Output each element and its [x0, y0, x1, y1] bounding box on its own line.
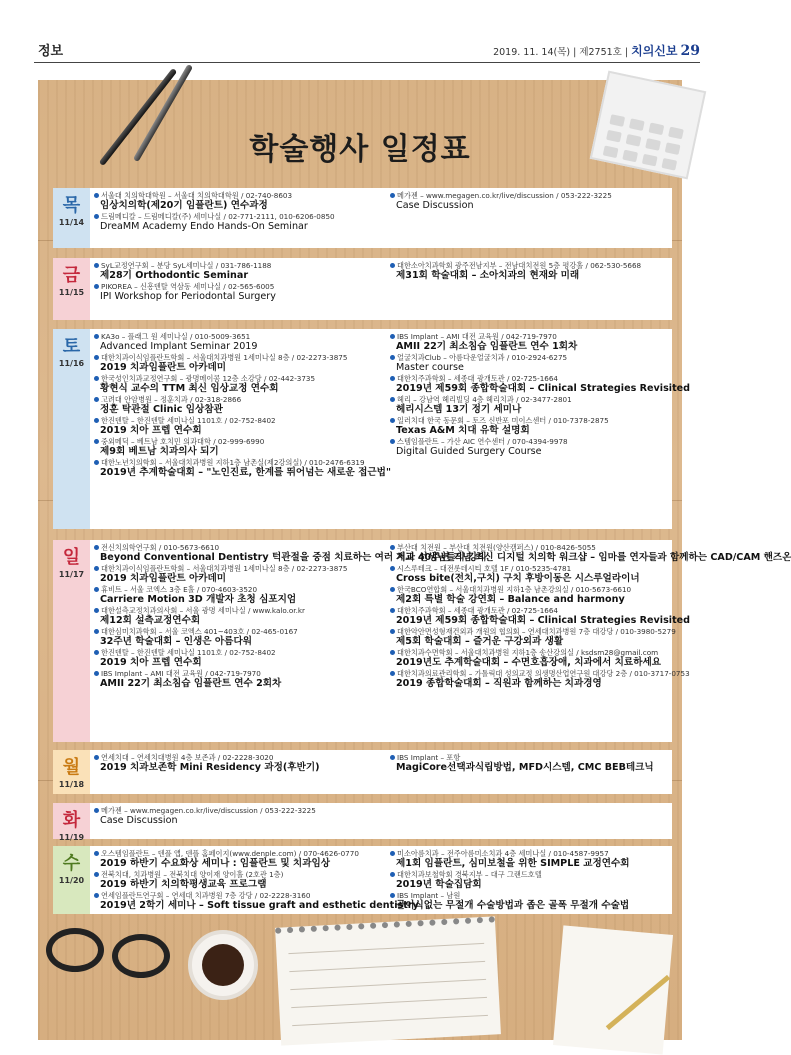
- bullet-icon: [390, 355, 395, 360]
- schedule-entry: [390, 332, 670, 353]
- entry-organizer: [94, 395, 384, 404]
- schedule-entry: [94, 458, 391, 479]
- bullet-icon: [94, 263, 99, 268]
- bullet-icon: [94, 460, 99, 465]
- organizer-text: 한국성인치과교정연구회 – 광명메이콤 12층 소강당 / 02-442-3735: [101, 374, 316, 383]
- organizer-text: 스템임플란트 – 가산 AIC 연수센터 / 070-4394-9978: [397, 437, 568, 446]
- entry-event-title: 2019 종합학술대회 – 직원과 함께하는 치과경영: [396, 678, 602, 689]
- bullet-icon: [390, 418, 395, 423]
- bullet-icon: [94, 355, 99, 360]
- entry-organizer: [390, 564, 670, 573]
- day-label-box: [53, 846, 90, 914]
- day-row: [53, 750, 672, 794]
- entry-event-title: 2019년 제59회 종합학술대회 – Clinical Strategies Revisited: [396, 383, 691, 394]
- entry-event-title: 개교 40주년 기념 최신 디지털 치의학 워크샵 – 임마를 연자들과 함께하는 CAD/CAM 핸즈온: [396, 552, 791, 563]
- bullet-icon: [390, 650, 395, 655]
- organizer-text: 고려대 안암병원 – 정훈치과 / 02-318-2866: [101, 395, 242, 404]
- bullet-icon: [94, 545, 99, 550]
- organizer-text: 대한소아치과학회 광주전남지부 – 전남대치전원 5층 평강홀 / 062-530-5668: [397, 261, 642, 270]
- entry-event-title: AMII 22기 최소침습 임플란트 연수 1회차: [396, 341, 578, 352]
- day-row: [53, 258, 672, 320]
- entry-organizer: [94, 332, 384, 341]
- schedule-entry: [94, 606, 384, 627]
- issue-info: [493, 42, 700, 59]
- organizer-text: 미소아름치과 – 전주아름미소치과 4층 세미나실 / 010-4587-9957: [397, 849, 609, 858]
- bullet-icon: [94, 872, 99, 877]
- entry-event-title: Cross bite(전치,구치) 구치 후방이동은 시스루얼라이너: [396, 573, 640, 584]
- organizer-text: 연세치대 – 연세치대병원 4층 보존과 / 02-2228-3020: [101, 753, 274, 762]
- bullet-icon: [94, 566, 99, 571]
- organizer-text: 대한치과보철학회 경북지부 – 대구 그랜드호텔: [397, 870, 542, 879]
- entry-organizer: [390, 891, 670, 900]
- entry-organizer: [94, 870, 384, 879]
- schedule-entry: [94, 627, 384, 648]
- entry-organizer: [94, 416, 384, 425]
- left-column: [94, 849, 419, 912]
- entry-event-title: Digital Guided Surgery Course: [396, 446, 542, 457]
- entry-event-title: AMII 22기 최소침습 임플란트 연수 2회차: [100, 678, 282, 689]
- entry-event-title: Texas A&M 치대 유학 설명회: [396, 425, 530, 436]
- weekday-label: 월: [62, 757, 81, 778]
- bullet-icon: [94, 755, 99, 760]
- bullet-icon: [390, 671, 395, 676]
- entry-event-title: 제28기 Orthodontic Seminar: [100, 270, 249, 281]
- organizer-text: IBS Implant – AMI 대전 교육원 / 042-719-7970: [101, 669, 261, 678]
- entry-organizer: [94, 191, 384, 200]
- entry-event-title: 제2회 특별 학술 강연회 – Balance and harmony: [396, 594, 625, 605]
- entry-organizer: [94, 806, 384, 815]
- schedule-entry: [94, 353, 384, 374]
- entry-organizer: [390, 606, 670, 615]
- entry-event-title: Beyond Conventional Dentistry 턱관절을 중점 치료하는 여러 치과 선생님들의 강의: [100, 552, 487, 563]
- entry-organizer: [94, 282, 384, 291]
- day-row: [53, 329, 691, 529]
- entry-event-title: 2019년도 추계학술대회 – 수면호흡장애, 치과에서 치료하세요: [396, 657, 661, 668]
- schedule-entry: [390, 374, 691, 395]
- right-column: [390, 849, 670, 912]
- organizer-text: PIKOREA – 신흥덴탈 역삼동 세미나실 / 02-565-6005: [101, 282, 275, 291]
- entry-event-title: 32주년 학술대회 – 인생은 아름다워: [100, 636, 252, 647]
- entry-event-title: 제9회 베트남 치과의사 되기: [100, 446, 219, 457]
- schedule-entry: [94, 212, 384, 233]
- schedule-entry: [390, 669, 690, 690]
- organizer-text: 한진덴탈 – 한진덴탈 세미나실 1101호 / 02-752-8402: [101, 648, 276, 657]
- day-label-box: [53, 540, 90, 742]
- organizer-text: 메가젠 – www.megagen.co.kr/live/discussion / 053-222-3225: [397, 191, 612, 200]
- weekday-label: 목: [62, 195, 81, 216]
- organizer-text: 대한악안면성형재건외과 개원의 협의회 – 연세대치과병원 7층 대강당 / 010-3980-5279: [397, 627, 676, 636]
- entry-event-title: 황현식 교수의 TTM 최신 임상교정 연수회: [100, 383, 279, 394]
- entry-event-title: IPI Workshop for Periodontal Surgery: [100, 291, 276, 302]
- entry-organizer: [390, 627, 676, 636]
- left-column: [94, 753, 384, 774]
- entry-organizer: [390, 332, 670, 341]
- schedule-entry: [390, 753, 670, 774]
- entry-event-title: 2019 치과보존학 Mini Residency 과정(후반기): [100, 762, 320, 773]
- entry-organizer: [390, 261, 670, 270]
- entry-organizer: [390, 437, 670, 446]
- organizer-text: 한진덴탈 – 한진덴탈 세미나실 1101호 / 02-752-8402: [101, 416, 276, 425]
- schedule-entry: [390, 849, 670, 870]
- schedule-entry: [390, 191, 670, 212]
- bullet-icon: [94, 418, 99, 423]
- schedule-entry: [390, 353, 670, 374]
- entry-organizer: [390, 395, 670, 404]
- left-column: [94, 261, 384, 303]
- schedule-entry: [94, 332, 384, 353]
- organizer-text: 대한치과이식임플란트학회 – 서울대치과병원 1세미나실 8층 / 02-2273-3875: [101, 564, 348, 573]
- right-column: [390, 543, 791, 690]
- organizer-text: 한국BCO연합회 – 서울대치과병원 지하1층 남촌강의실 / 010-5673-6610: [397, 585, 632, 594]
- schedule-entry: [94, 564, 384, 585]
- entry-event-title: 임상치의학(제20기 임플란트) 연수과정: [100, 200, 268, 211]
- entry-event-title: Advanced Implant Seminar 2019: [100, 341, 258, 352]
- entry-organizer: [94, 437, 384, 446]
- bullet-icon: [94, 650, 99, 655]
- entry-organizer: [94, 374, 384, 383]
- entry-organizer: [390, 374, 670, 383]
- entry-organizer: [94, 849, 384, 858]
- organizer-text: IBS Implant – 남원: [397, 891, 461, 900]
- schedule-entry: [94, 891, 419, 912]
- right-column: [390, 753, 670, 774]
- entry-event-title: 2019 치아 프렙 연수회: [100, 657, 202, 668]
- bullet-icon: [94, 671, 99, 676]
- organizer-text: 일러치대 한국 동문회 – 토즈 신반포 미이스센터 / 010-7378-2875: [397, 416, 609, 425]
- day-label-box: [53, 750, 90, 794]
- eyeglasses-image: [46, 918, 176, 998]
- entry-event-title: 정훈 탁관절 Clinic 임상참관: [100, 404, 223, 415]
- schedule-entry: [94, 416, 384, 437]
- issue-date: 2019. 11. 14(목) | 제2751호 |: [493, 47, 629, 58]
- bullet-icon: [390, 193, 395, 198]
- section-name: 정보: [38, 44, 64, 59]
- schedule-entry: [94, 806, 384, 827]
- entry-event-title: 2019년 2학기 세미나 – Soft tissue graft and esthetic dentistry: [100, 900, 419, 911]
- schedule-entry: [390, 870, 670, 891]
- entry-organizer: [94, 261, 384, 270]
- bullet-icon: [390, 334, 395, 339]
- entry-event-title: 헤리시스템 13기 정기 세미나: [396, 404, 522, 415]
- page-header: [0, 0, 720, 60]
- bullet-icon: [390, 397, 395, 402]
- schedule-entry: [94, 395, 384, 416]
- entry-event-title: 2019년 학술집담회: [396, 879, 482, 890]
- right-column: [390, 332, 691, 458]
- organizer-text: 대한치과이식임플란트학회 – 서울대치과병원 1세미나실 8층 / 02-2273-3875: [101, 353, 348, 362]
- schedule-entry: [94, 669, 384, 690]
- bullet-icon: [390, 263, 395, 268]
- organizer-text: 대한노년치의학회 – 서울대치과병원 지하1층 남촌실(제2강의실) / 010-2476-6319: [101, 458, 365, 467]
- entry-event-title: 2019 치아 프렙 연수회: [100, 425, 202, 436]
- bullet-icon: [390, 608, 395, 613]
- entry-organizer: [94, 353, 384, 362]
- bullet-icon: [94, 334, 99, 339]
- bullet-icon: [390, 439, 395, 444]
- entry-organizer: [94, 669, 384, 678]
- organizer-text: 대한설측교정치과의사회 – 서울 광명 세미나실 / www.kalo.or.kr: [101, 606, 305, 615]
- date-label: 11/17: [58, 570, 85, 579]
- entry-organizer: [390, 353, 670, 362]
- bullet-icon: [94, 376, 99, 381]
- entry-organizer: [390, 669, 690, 678]
- organizer-text: 대한치주과학회 – 세종대 광개토관 / 02-725-1664: [397, 374, 558, 383]
- entry-organizer: [390, 849, 670, 858]
- schedule-entry: [94, 849, 384, 870]
- coffee-cup-image: [188, 930, 258, 1000]
- entry-organizer: [390, 585, 670, 594]
- organizer-text: 오스템임플란트 – 덴플 앱, 덴플 홈페이지(www.denple.com) / 070-4626-0770: [101, 849, 359, 858]
- entry-event-title: 제1회 임플란트, 심미보철을 위한 SIMPLE 교정연수회: [396, 858, 630, 869]
- entry-event-title: 골이식없는 무절개 수술방법과 좁은 골폭 무절개 수술법: [396, 900, 630, 911]
- day-label-box: [53, 329, 90, 529]
- bullet-icon: [390, 872, 395, 877]
- left-column: [94, 191, 384, 233]
- entry-event-title: 제31회 학술대회 – 소아치과의 현재와 미래: [396, 270, 580, 281]
- schedule-entry: [390, 648, 670, 669]
- bullet-icon: [94, 587, 99, 592]
- right-column: [390, 261, 670, 282]
- entry-organizer: [94, 627, 384, 636]
- bullet-icon: [94, 284, 99, 289]
- organizer-text: SyL교정연구회 – 분당 SyL세미나실 / 031-786-1188: [101, 261, 272, 270]
- organizer-text: 헤리 – 강남역 헤리빌딩 4층 헤리치과 / 02-3477-2801: [397, 395, 572, 404]
- left-column: [94, 332, 391, 479]
- bullet-icon: [390, 587, 395, 592]
- day-row: [53, 540, 791, 742]
- bullet-icon: [94, 893, 99, 898]
- bullet-icon: [390, 376, 395, 381]
- organizer-text: 휴비트 – 서울 코엑스 3층 E홀 / 070-4603-3520: [101, 585, 258, 594]
- entry-event-title: 2019 하반기 치의학평생교육 프로그램: [100, 879, 267, 890]
- schedule-entry: [390, 395, 670, 416]
- entry-organizer: [390, 191, 670, 200]
- day-label-box: [53, 258, 90, 320]
- weekday-label: 일: [62, 547, 81, 568]
- entry-event-title: 제5회 학술대회 – 즐거운 구강외과 생활: [396, 636, 564, 647]
- date-label: 11/15: [58, 288, 85, 297]
- entry-event-title: 제12회 설측교정연수회: [100, 615, 201, 626]
- entry-organizer: [94, 753, 384, 762]
- bullet-icon: [390, 755, 395, 760]
- date-label: 11/19: [58, 833, 85, 842]
- entry-organizer: [390, 416, 670, 425]
- schedule-entry: [94, 261, 384, 282]
- entry-event-title: Carriere Motion 3D 개발자 초청 심포지엄: [100, 594, 297, 605]
- weekday-label: 화: [62, 810, 81, 831]
- bullet-icon: [390, 851, 395, 856]
- bullet-icon: [94, 214, 99, 219]
- bullet-icon: [390, 566, 395, 571]
- day-label-box: [53, 803, 90, 842]
- weekday-label: 토: [62, 336, 81, 357]
- organizer-text: 대한치주과학회 – 세종대 광개토관 / 02-725-1664: [397, 606, 558, 615]
- organizer-text: 대한치과의료관리학회 – 가톨릭대 성의교정 의생명산업연구원 대강당 2층 / 010-3717-0753: [397, 669, 690, 678]
- entry-organizer: [390, 753, 670, 762]
- schedule-entry: [94, 543, 487, 564]
- entry-event-title: Case Discussion: [100, 815, 178, 826]
- entry-event-title: DreaMM Academy Endo Hands-On Seminar: [100, 221, 308, 232]
- header-rule: [34, 62, 700, 63]
- entry-organizer: [94, 648, 384, 657]
- bullet-icon: [94, 808, 99, 813]
- schedule-entry: [94, 648, 384, 669]
- bullet-icon: [94, 397, 99, 402]
- entry-event-title: MagiCore선택과식립방법, MFD시스템, CMC BEB테크닉: [396, 762, 654, 773]
- wood-board-background: [38, 80, 791, 1040]
- organizer-text: IBS Implant – 포항: [397, 753, 461, 762]
- day-label-box: [53, 188, 90, 248]
- page-number: 29: [680, 43, 700, 59]
- day-row: [53, 803, 672, 842]
- schedule-entry: [94, 191, 384, 212]
- date-label: 11/16: [58, 359, 85, 368]
- schedule-entry: [390, 261, 670, 282]
- organizer-text: 대한심미치과학회 – 서울 코엑스 401~403호 / 02-465-0167: [101, 627, 298, 636]
- entry-organizer: [94, 458, 384, 467]
- page-title: 학술행사 일정표: [249, 132, 471, 167]
- organizer-text: 얼굴치과Club – 아름다운얼굴치과 / 010-2924-6275: [397, 353, 568, 362]
- organizer-text: 대한치과수면학회 – 서울대치과병원 지하1층 송산강의실 / ksdsm28@gmail.com: [397, 648, 659, 657]
- organizer-text: 메가젠 – www.megagen.co.kr/live/discussion / 053-222-3225: [101, 806, 316, 815]
- bullet-icon: [94, 629, 99, 634]
- organizer-text: 드림메디칼 – 드림메디칼(주) 세미나실 / 02-771-2111, 010-6206-0850: [101, 212, 335, 221]
- entry-event-title: 2019년 제59회 종합학술대회 – Clinical Strategies Revisited: [396, 615, 691, 626]
- organizer-text: 부산대 치전원 – 부산대 치전원(양산캠퍼스) / 010-8426-5055: [397, 543, 596, 552]
- schedule-entry: [390, 543, 791, 564]
- entry-organizer: [390, 648, 670, 657]
- organizer-text: 시스루테크 – 대전롯데시티 호텔 1F / 010-5235-4781: [397, 564, 572, 573]
- organizer-text: IBS Implant – AMI 대전 교육원 / 042-719-7970: [397, 332, 557, 341]
- schedule-entry: [94, 282, 384, 303]
- schedule-entry: [390, 627, 676, 648]
- entry-event-title: 2019 치과임플란트 아카데미: [100, 362, 227, 373]
- date-label: 11/14: [58, 218, 85, 227]
- schedule-entry: [390, 606, 691, 627]
- schedule-entry: [390, 585, 670, 606]
- right-column: [390, 191, 670, 212]
- entry-organizer: [94, 891, 384, 900]
- notepad-image: [275, 916, 501, 1045]
- entry-organizer: [390, 870, 670, 879]
- entry-organizer: [94, 585, 384, 594]
- date-label: 11/20: [58, 876, 85, 885]
- schedule-entry: [94, 437, 384, 458]
- date-label: 11/18: [58, 780, 85, 789]
- bullet-icon: [94, 193, 99, 198]
- left-column: [94, 806, 384, 827]
- weekday-label: 수: [62, 853, 81, 874]
- entry-organizer: [94, 212, 384, 221]
- organizer-text: KA3o – 플래그 원 세미나실 / 010-5009-3651: [101, 332, 251, 341]
- schedule-entry: [390, 564, 670, 585]
- bullet-icon: [94, 851, 99, 856]
- paper-name: 치의신보: [631, 44, 678, 58]
- bullet-icon: [390, 629, 395, 634]
- schedule-entry: [390, 416, 670, 437]
- entry-organizer: [94, 564, 384, 573]
- bullet-icon: [94, 608, 99, 613]
- organizer-text: 서울대 치의학대학원 – 서울대 치의학대학원 / 02-740-8603: [101, 191, 293, 200]
- entry-organizer: [390, 543, 670, 552]
- organizer-text: 전북치대, 치과병원 – 전북치대 양이재 양이홀 (2호관 1층): [101, 870, 284, 879]
- schedule-entry: [94, 753, 384, 774]
- bullet-icon: [94, 439, 99, 444]
- day-row: [53, 188, 672, 248]
- entry-event-title: Master course: [396, 362, 464, 373]
- schedule-entry: [94, 585, 384, 606]
- entry-organizer: [94, 606, 384, 615]
- schedule-entry: [94, 870, 384, 891]
- entry-organizer: [94, 543, 384, 552]
- schedule-entry: [390, 437, 670, 458]
- entry-event-title: 2019 치과임플란트 아카데미: [100, 573, 227, 584]
- schedule-entry: [94, 374, 384, 395]
- entry-event-title: Case Discussion: [396, 200, 474, 211]
- organizer-text: 전신치의학연구회 / 010-5673-6610: [101, 543, 220, 552]
- entry-event-title: 2019 하반기 수요화상 세미나 : 임플란트 및 치과임상: [100, 858, 331, 869]
- organizer-text: 중외메딕 – 베트남 호치민 의과대학 / 02-999-6990: [101, 437, 265, 446]
- bullet-icon: [390, 893, 395, 898]
- weekday-label: 금: [62, 265, 81, 286]
- organizer-text: 연세임플란트연구회 – 연세대 치과병원 7층 강당 / 02-2228-3160: [101, 891, 311, 900]
- bullet-icon: [390, 545, 395, 550]
- entry-event-title: 2019년 추계학술대회 – "노인진료, 한계를 뛰어넘는 새로운 접근법": [100, 467, 391, 478]
- day-row: [53, 846, 672, 914]
- schedule-entry: [390, 891, 670, 912]
